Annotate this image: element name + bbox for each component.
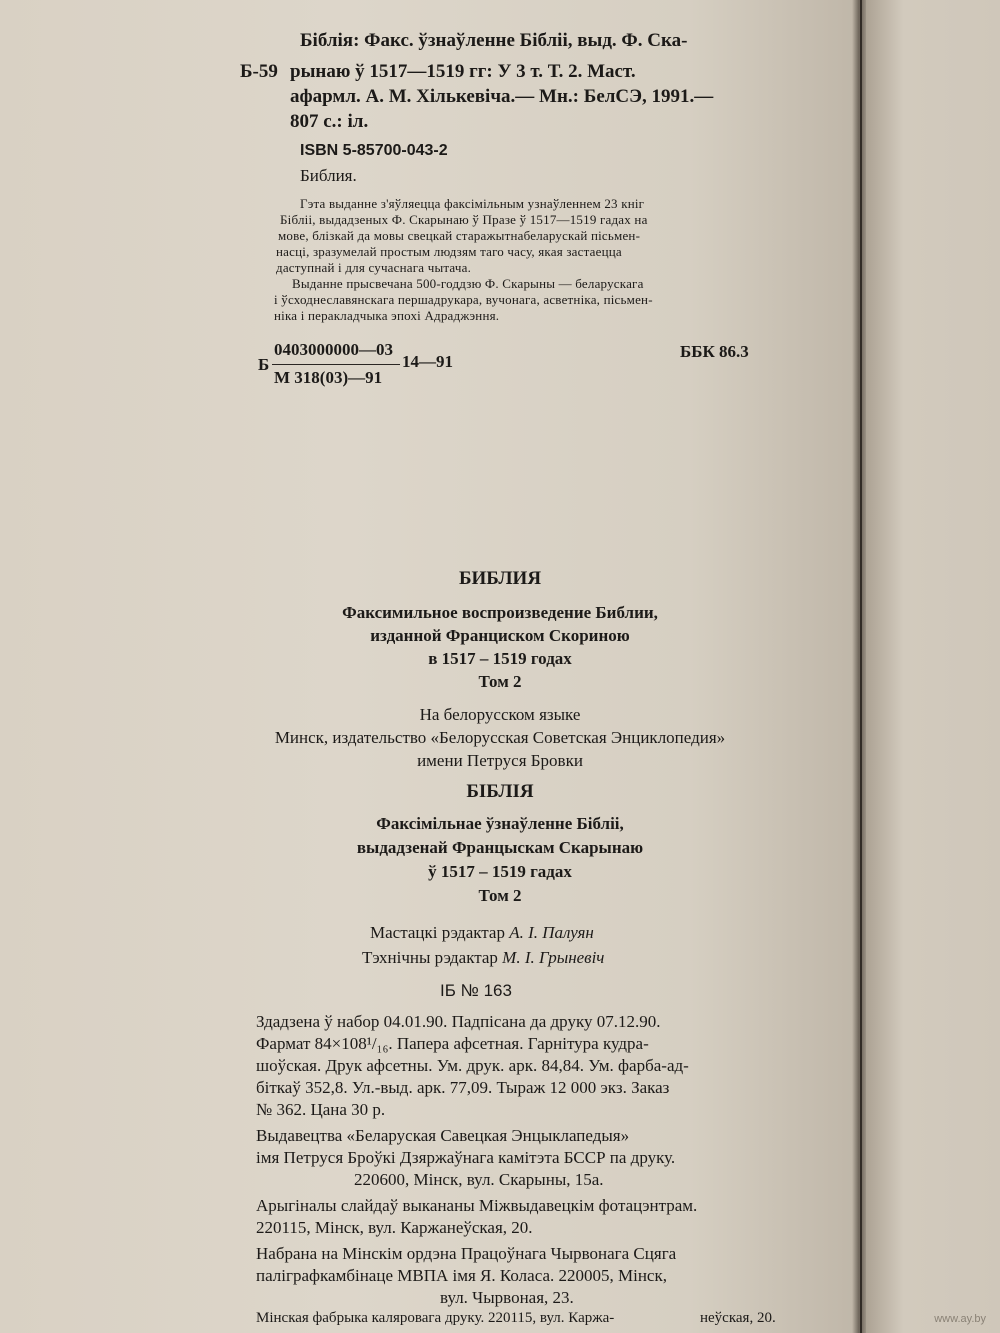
- be-subtitle-2: выдадзенай Францыскам Скарынаю: [356, 838, 644, 857]
- imprint-line: Выдавецтва «Беларуская Савецкая Энцыклапедыя»: [256, 1126, 630, 1145]
- imprint-line: вул. Чырвоная, 23.: [440, 1288, 574, 1307]
- tech-editor-name: М. І. Грыневіч: [502, 948, 605, 967]
- imprint-line: неўская, 20.: [700, 1310, 776, 1326]
- ru-title: БИБЛИЯ: [458, 568, 542, 589]
- annotation-line: мове, блізкай да мовы свецкай старажытнабеларускай пісьмен-: [278, 228, 641, 243]
- art-editor-label: Мастацкі рэдактар: [370, 923, 505, 942]
- imprint-line: Набрана на Мінскім ордэна Працоўнага Чырвонага Сцяга: [256, 1244, 677, 1263]
- annotation-line: даступнай і для сучаснага чытача.: [276, 260, 472, 275]
- annotation-line: і ўсходнеславянскага першадрукара, вучонага, асветніка, пісьмен-: [274, 292, 653, 307]
- index-letter: Б: [258, 355, 270, 374]
- catalog-line-4: 807 с.: іл.: [290, 111, 369, 132]
- art-editor: [370, 923, 594, 943]
- annotation-line: ніка і перакладчыка эпохі Адраджэння.: [274, 308, 500, 323]
- ru-language: На белорусском языке: [419, 705, 581, 724]
- annotation-line: Гэта выданне з'яўляецца факсімільным узнаўленнем 23 кніг: [300, 196, 645, 211]
- ru-catalog-title: Библия.: [300, 166, 357, 185]
- imprint-line: Фармат 84×108¹/₁₆. Папера афсетная. Гарнітура кудра-: [256, 1034, 649, 1053]
- index-suffix: 14—91: [402, 352, 453, 371]
- ru-subtitle-3: в 1517 – 1519 годах: [428, 649, 572, 668]
- imprint-line: біткаў 352,8. Ул.-выд. арк. 77,09. Тыраж 12 000 экз. Заказ: [256, 1078, 670, 1097]
- be-subtitle-1: Факсімільнае ўзнаўленне Бібліі,: [376, 814, 624, 833]
- catalog-line-1: Біблія: Факс. ўзнаўленне Бібліі, выд. Ф. Ска-: [300, 30, 688, 51]
- imprint-line: 220115, Мінск, вул. Каржанеўская, 20.: [256, 1218, 533, 1237]
- be-volume: Том 2: [478, 886, 522, 905]
- annotation-line: Выданне прысвечана 500-годдзю Ф. Скарыны — беларускага: [292, 276, 644, 291]
- isbn: ISBN 5-85700-043-2: [300, 142, 448, 159]
- ib-number: ІБ № 163: [440, 981, 512, 1000]
- ru-publisher: Минск, издательство «Белорусская Советская Энциклопедия»: [274, 728, 726, 747]
- fraction-line: [272, 364, 400, 365]
- imprint-line: імя Петруся Броўкі Дзяржаўнага камітэта БССР па друку.: [256, 1148, 676, 1167]
- imprint-line: Мінская фабрыка каляровага друку. 220115, вул. Каржа-: [256, 1310, 615, 1326]
- annotation-line: Бібліі, выдадзеных Ф. Скарынаю ў Празе ў 1517—1519 гадах на: [280, 212, 648, 227]
- tech-editor-label: Тэхнічны рэдактар: [362, 948, 498, 967]
- index-numerator: 0403000000—03: [274, 340, 393, 359]
- be-subtitle-3: ў 1517 – 1519 гадах: [428, 862, 572, 881]
- catalog-line-2: рынаю ў 1517—1519 гг: У 3 т. Т. 2. Маст.: [290, 61, 636, 82]
- index-denominator: М 318(03)—91: [274, 368, 383, 387]
- imprint-line: шоўская. Друк афсетны. Ум. друк. арк. 84,84. Ум. фарба-ад-: [256, 1056, 689, 1075]
- tech-editor: [362, 948, 604, 968]
- imprint-line: паліграфкамбінаце МВПА імя Я. Коласа. 220005, Мінск,: [256, 1266, 667, 1285]
- catalog-code: Б-59: [240, 61, 278, 82]
- catalog-line-3: афармл. А. М. Хількевіча.— Мн.: БелСЭ, 1991.—: [290, 86, 714, 107]
- facing-page: [862, 0, 1000, 1333]
- art-editor-name: А. І. Палуян: [509, 923, 594, 942]
- imprint-line: № 362. Цана 30 р.: [256, 1100, 386, 1119]
- imprint-line: 220600, Мінск, вул. Скарыны, 15а.: [354, 1170, 604, 1189]
- ru-publisher-name: имени Петруся Бровки: [417, 751, 583, 770]
- bbk-code: ББК 86.3: [680, 342, 749, 361]
- ru-volume: Том 2: [478, 672, 522, 691]
- ru-subtitle-2: изданной Франциском Скориною: [370, 626, 630, 645]
- imprint-line: Арыгіналы слайдаў выкананы Міжвыдавецкім фотацэнтрам.: [256, 1196, 698, 1215]
- book-gutter: [852, 0, 866, 1333]
- watermark: www.ay.by: [934, 1313, 986, 1325]
- annotation-line: насці, зразумелай простым людзям таго часу, якая застаецца: [276, 244, 622, 259]
- imprint-line: Здадзена ў набор 04.01.90. Падпісана да друку 07.12.90.: [256, 1012, 661, 1031]
- ru-subtitle-1: Факсимильное воспроизведение Библии,: [342, 603, 658, 622]
- be-title: БІБЛІЯ: [466, 781, 534, 802]
